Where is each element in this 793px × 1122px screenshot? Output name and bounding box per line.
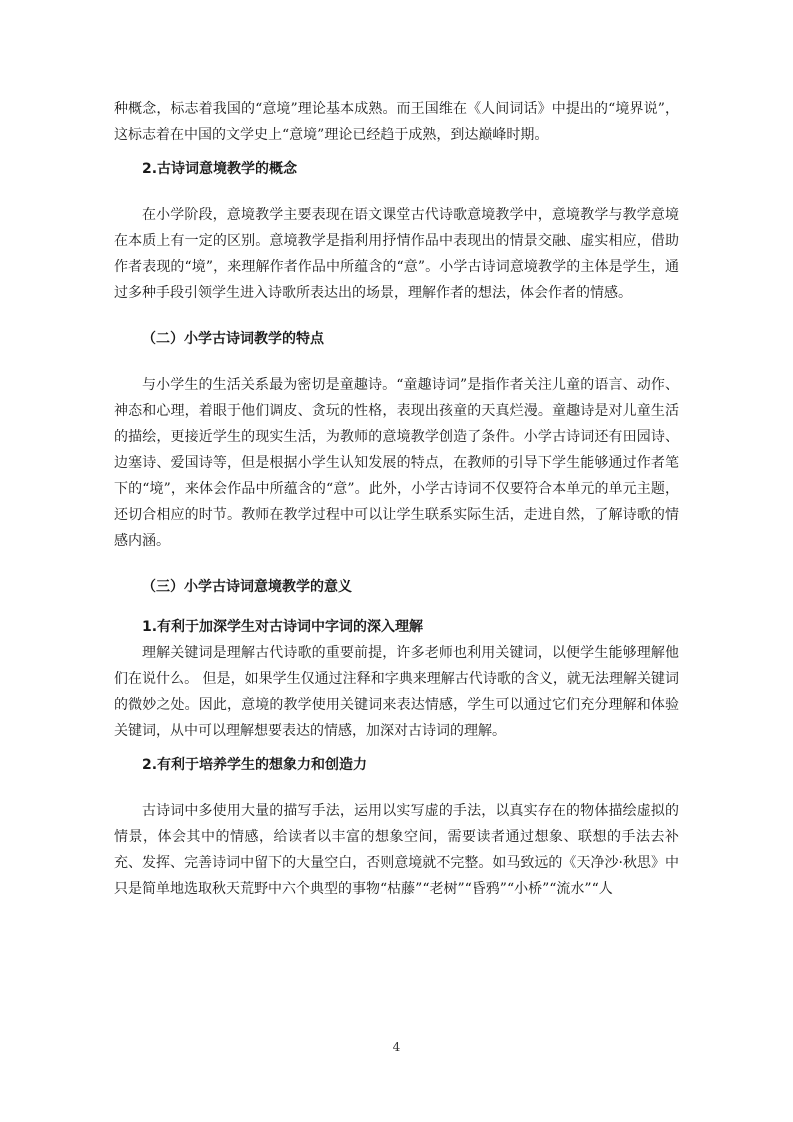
page-number: 4 — [392, 1040, 401, 1054]
subheading-vocabulary: 1.有利于加深学生对古诗词中字词的深入理解 — [142, 619, 424, 635]
paragraph-vocabulary: 理解关键词是理解古代诗歌的重要前提，许多老师也利用关键词，以便学生能够理解他们在说什么。 但是，如果学生仅通过注释和字典来理解古代诗歌的含义，就无法理解关键词的微妙之处。因此，意境的教学使用关键词来表达情感，学生可以通过它们充分理解和体验关键词，从中可以理解想要表达的情感，加深对古诗词的理解。 — [114, 645, 679, 739]
spacer — [114, 744, 679, 752]
subheading-concept: 2.古诗词意境教学的概念 — [142, 161, 298, 177]
spacer — [114, 778, 679, 798]
spacer — [114, 306, 679, 326]
spacer — [114, 148, 679, 156]
subheading-imagination: 2.有利于培养学生的想象力和创造力 — [142, 757, 368, 773]
spacer — [114, 182, 679, 202]
paragraph-concept: 在小学阶段，意境教学主要表现在语文课堂古代诗歌意境教学中，意境教学与教学意境在本质上有一定的区别。意境教学是指利用抒情作品中表现出的情景交融、虚实相应，借助作者表现的“境”，来理解作者作品中所蕴含的“意”。小学古诗词意境教学的主体是学生，通过多种手段引领学生进入诗歌所表达出的场景，理解作者的想法，体会作者的情感。 — [114, 207, 679, 301]
page-content — [114, 96, 679, 902]
spacer — [114, 352, 679, 372]
paragraph-features: 与小学生的生活关系最为密切是童趣诗。“童趣诗词”是指作者关注儿童的语言、动作、神态和心理，着眼于他们调皮、贪玩的性格，表现出孩童的天真烂漫。童趣诗是对儿童生活的描绘，更接近学生的现实生活，为教师的意境教学创造了条件。小学古诗词还有田园诗、边塞诗、爱国诗等，但是根据小学生认知发展的特点，在教师的引导下学生能够通过作者笔下的“境”，来体会作品中所蕴含的“意”。此外，小学古诗词不仅要符合本单元的单元主题，还切合相应的时节。教师在教学过程中可以让学生联系实际生活，走进自然，了解诗歌的情感内涵。 — [114, 377, 679, 549]
spacer — [114, 554, 679, 574]
section-heading-features: （二）小学古诗词教学的特点 — [142, 331, 324, 347]
paragraph-intro-continuation: 种概念，标志着我国的“意境”理论基本成熟。而王国维在《人间词话》中提出的“境界说”，这标志着在中国的文学史上“意境”理论已经趋于成熟，到达巅峰时期。 — [114, 101, 679, 143]
paragraph-imagination: 古诗词中多使用大量的描写手法，运用以实写虚的手法，以真实存在的物体描绘虚拟的情景，体会其中的情感，给读者以丰富的想象空间，需要读者通过想象、联想的手法去补充、发挥、完善诗词中留下的大量空白，否则意境就不完整。如马致远的《天净沙·秋思》中只是简单地选取秋天荒野中六个典型的事物“枯藤”“老树”“昏鸦”“小桥”“流水”“人 — [114, 803, 679, 897]
section-heading-significance: （三）小学古诗词意境教学的意义 — [142, 579, 352, 595]
spacer — [114, 600, 679, 614]
